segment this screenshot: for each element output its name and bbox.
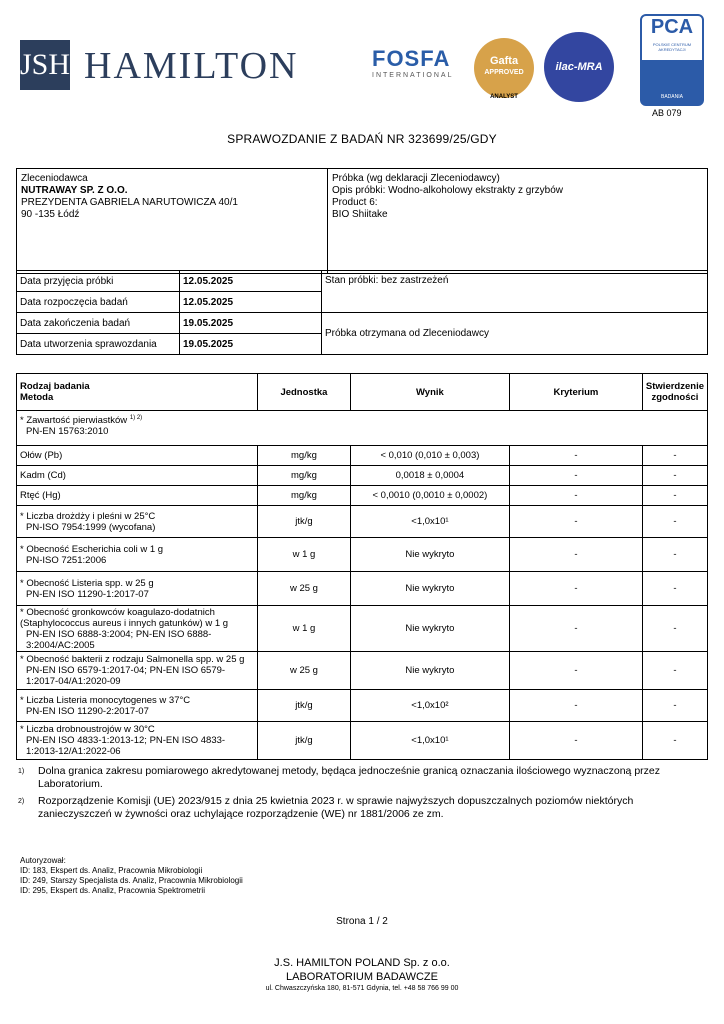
page-number: Strona 1 / 2	[336, 916, 388, 927]
row-criterion: -	[509, 538, 642, 572]
table-row	[17, 690, 708, 722]
results-table	[16, 373, 708, 760]
dates-table	[16, 270, 708, 355]
row-name: * Liczba drobnoustrojów w 30°C	[20, 724, 155, 735]
row-unit: jtk/g	[257, 506, 350, 538]
row-conformity: -	[642, 446, 707, 466]
client-sample-box	[16, 168, 708, 274]
row-name: * Obecność bakterii z rodzaju Salmonella spp. w 25 g	[20, 654, 245, 665]
group-sup: 1) 2)	[129, 415, 143, 421]
date-label: Data utworzenia sprawozdania	[17, 334, 180, 355]
sample-received: Próbka otrzymana od Zleceniodawcy	[322, 313, 708, 355]
table-row	[17, 572, 708, 606]
row-result: Nie wykryto	[350, 572, 509, 606]
footer-company: J.S. HAMILTON POLAND Sp. z o.o.	[274, 957, 450, 969]
date-value: 19.05.2025	[180, 334, 322, 355]
pca-sub: POLSKIE CENTRUM AKREDYTACJI	[652, 42, 692, 52]
row-conformity: -	[642, 652, 707, 690]
sample-desc: Opis próbki: Wodno-alkoholowy ekstrakty z grzybów	[332, 185, 564, 196]
report-title: SPRAWOZDANIE Z BADAŃ NR 323699/25/GDY	[227, 132, 497, 146]
row-criterion: -	[509, 486, 642, 506]
pca-code: AB 079	[652, 108, 682, 118]
header-test-type-label: Rodzaj badania	[20, 381, 90, 392]
footnote	[18, 795, 698, 821]
table-row	[17, 506, 708, 538]
sample-label: Próbka (wg deklaracji Zleceniodawcy)	[332, 173, 500, 184]
row-result: <1,0x10¹	[350, 506, 509, 538]
table-row	[17, 652, 708, 690]
client-section	[17, 169, 328, 273]
row-criterion: -	[509, 690, 642, 722]
footnote-mark: 1)	[18, 768, 25, 775]
group-name: * Zawartość pierwiastków	[20, 415, 128, 427]
hamilton-logo-text: HAMILTON	[84, 45, 299, 87]
date-value: 12.05.2025	[180, 292, 322, 313]
results-header-row	[17, 374, 708, 411]
row-method: PN-EN ISO 4833-1:2013-12; PN-EN ISO 4833-1:2013-12/A1:2022-06	[26, 735, 226, 757]
row-result: Nie wykryto	[350, 606, 509, 652]
row-unit: jtk/g	[257, 722, 350, 760]
pca-logo	[640, 14, 704, 106]
row-method: PN-EN ISO 11290-1:2017-07	[26, 588, 149, 600]
pca-name: PCA	[650, 16, 694, 38]
row-name: * Liczba Listeria monocytogenes w 37°C	[20, 694, 191, 706]
table-row	[17, 538, 708, 572]
row-unit: jtk/g	[257, 690, 350, 722]
row-name: Ołów (Pb)	[17, 446, 258, 466]
group-method: PN-EN 15763:2010	[26, 426, 109, 438]
row-unit: w 25 g	[257, 652, 350, 690]
date-value: 19.05.2025	[180, 313, 322, 334]
sample-section	[328, 169, 706, 273]
row-method: PN-EN ISO 11290-2:2017-07	[26, 705, 149, 717]
row-name-cell	[17, 506, 258, 538]
table-row	[17, 486, 708, 506]
fosfa-logo	[372, 46, 454, 79]
group-row	[17, 411, 708, 446]
row-name: * Obecność gronkowców koagulazo-dodatnich (Staphylococcus aureus i innych gatunków) w 1 g	[20, 606, 229, 629]
row-conformity: -	[642, 606, 707, 652]
pca-badania: BADANIA	[661, 94, 683, 100]
authorized-line: ID: 183, Ekspert ds. Analiz, Pracownia Mikrobiologii	[20, 866, 203, 875]
footnote-mark: 2)	[18, 798, 25, 805]
client-name: NUTRAWAY SP. Z O.O.	[21, 185, 128, 196]
authorized-block	[20, 856, 243, 896]
row-criterion: -	[509, 606, 642, 652]
header-result: Wynik	[350, 374, 509, 411]
authorized-line: ID: 295, Ekspert ds. Analiz, Pracownia Spektrometrii	[20, 886, 205, 895]
sample-name: BIO Shiitake	[332, 209, 388, 220]
row-name-cell	[17, 690, 258, 722]
row-result: Nie wykryto	[350, 538, 509, 572]
row-name: * Obecność Escherichia coli w 1 g	[20, 543, 164, 555]
table-row	[17, 446, 708, 466]
row-criterion: -	[509, 652, 642, 690]
row-method: PN-ISO 7251:2006	[26, 554, 107, 566]
client-address2: 90 -135 Łódź	[21, 209, 80, 220]
sample-product: Product 6:	[332, 197, 378, 208]
row-unit: mg/kg	[257, 466, 350, 486]
date-label: Data rozpoczęcia badań	[17, 292, 180, 313]
row-conformity: -	[642, 722, 707, 760]
gafta-approved: APPROVED	[484, 69, 524, 76]
row-conformity: -	[642, 572, 707, 606]
pca-badania-block	[642, 60, 702, 104]
row-unit: w 25 g	[257, 572, 350, 606]
row-name: * Obecność Listeria spp. w 25 g	[20, 577, 154, 589]
client-label: Zleceniodawca	[21, 173, 88, 184]
row-name-cell	[17, 572, 258, 606]
row-criterion: -	[509, 572, 642, 606]
date-row	[17, 313, 708, 334]
row-criterion: -	[509, 466, 642, 486]
row-method: PN-EN ISO 6888-3:2004; PN-EN ISO 6888-3:2004/AC:2005	[26, 628, 212, 651]
footnote-text: Dolna granica zakresu pomiarowego akredytowanej metody, będąca jednocześnie granicą oznaczania ilościowego wyznaczoną przez Laboratorium.	[38, 765, 660, 790]
row-name-cell	[17, 606, 258, 652]
row-criterion: -	[509, 506, 642, 538]
group-cell	[17, 411, 708, 446]
row-name: Kadm (Cd)	[17, 466, 258, 486]
row-conformity: -	[642, 538, 707, 572]
row-conformity: -	[642, 506, 707, 538]
row-result: 0,0018 ± 0,0004	[350, 466, 509, 486]
row-name-cell	[17, 652, 258, 690]
authorized-label: Autoryzował:	[20, 856, 66, 865]
row-result: < 0,010 (0,010 ± 0,003)	[350, 446, 509, 466]
row-name: Rtęć (Hg)	[17, 486, 258, 506]
row-unit: mg/kg	[257, 446, 350, 466]
hamilton-logo-mark: JSH	[20, 40, 70, 90]
row-unit: w 1 g	[257, 606, 350, 652]
date-row	[17, 271, 708, 292]
table-row	[17, 466, 708, 486]
client-address1: PREZYDENTA GABRIELA NARUTOWICZA 40/1	[21, 197, 238, 208]
row-conformity: -	[642, 690, 707, 722]
ilac-mra-logo: ilac-MRA	[544, 32, 614, 102]
header-unit: Jednostka	[257, 374, 350, 411]
table-row	[17, 606, 708, 652]
row-name-cell	[17, 722, 258, 760]
gafta-logo	[474, 38, 534, 98]
row-name-cell	[17, 538, 258, 572]
date-label: Data zakończenia badań	[17, 313, 180, 334]
row-criterion: -	[509, 446, 642, 466]
footnote-text: Rozporządzenie Komisji (UE) 2023/915 z dnia 25 kwietnia 2023 r. w sprawie najwyższych dopuszczalnych poziomów niektórych zanieczyszczeń w żywności oraz uchylające rozporządzenie (WE) nr 1881/2006 ze zm.	[38, 795, 634, 820]
date-value: 12.05.2025	[180, 271, 322, 292]
row-result: <1,0x10¹	[350, 722, 509, 760]
row-unit: mg/kg	[257, 486, 350, 506]
gafta-name: Gafta	[489, 55, 519, 67]
header-criterion: Kryterium	[509, 374, 642, 411]
sample-state: Stan próbki: bez zastrzeżeń	[322, 271, 708, 313]
row-result: <1,0x10²	[350, 690, 509, 722]
footnote	[18, 765, 698, 791]
row-criterion: -	[509, 722, 642, 760]
header-test-type	[17, 374, 258, 411]
row-name: * Liczba drożdży i pleśni w 25°C	[20, 510, 156, 522]
table-row	[17, 722, 708, 760]
header-method-label: Metoda	[20, 392, 54, 403]
row-result: Nie wykryto	[350, 652, 509, 690]
fosfa-name: FOSFA	[372, 46, 451, 71]
header-conformity-a: Stwierdzenie	[645, 381, 704, 392]
row-result: < 0,0010 (0,0010 ± 0,0002)	[350, 486, 509, 506]
gafta-sub: ANALYST	[490, 94, 518, 100]
row-conformity: -	[642, 486, 707, 506]
authorized-line: ID: 249, Starszy Specjalista ds. Analiz, Pracownia Mikrobiologii	[20, 876, 243, 885]
header-conformity	[642, 374, 707, 411]
header-conformity-b: zgodności	[651, 392, 699, 403]
row-method: PN-ISO 7954:1999 (wycofana)	[26, 521, 156, 533]
row-conformity: -	[642, 466, 707, 486]
fosfa-sub: INTERNATIONAL	[372, 72, 454, 79]
footer-lab: LABORATORIUM BADAWCZE	[286, 971, 438, 983]
footnotes	[18, 765, 698, 821]
date-label: Data przyjęcia próbki	[17, 271, 180, 292]
row-method: PN-EN ISO 6579-1:2017-04; PN-EN ISO 6579-1:2017-04/A1:2020-09	[26, 665, 226, 687]
footer-address: ul. Chwaszczyńska 180, 81-571 Gdynia, tel. +48 58 766 99 00	[265, 985, 459, 992]
row-unit: w 1 g	[257, 538, 350, 572]
